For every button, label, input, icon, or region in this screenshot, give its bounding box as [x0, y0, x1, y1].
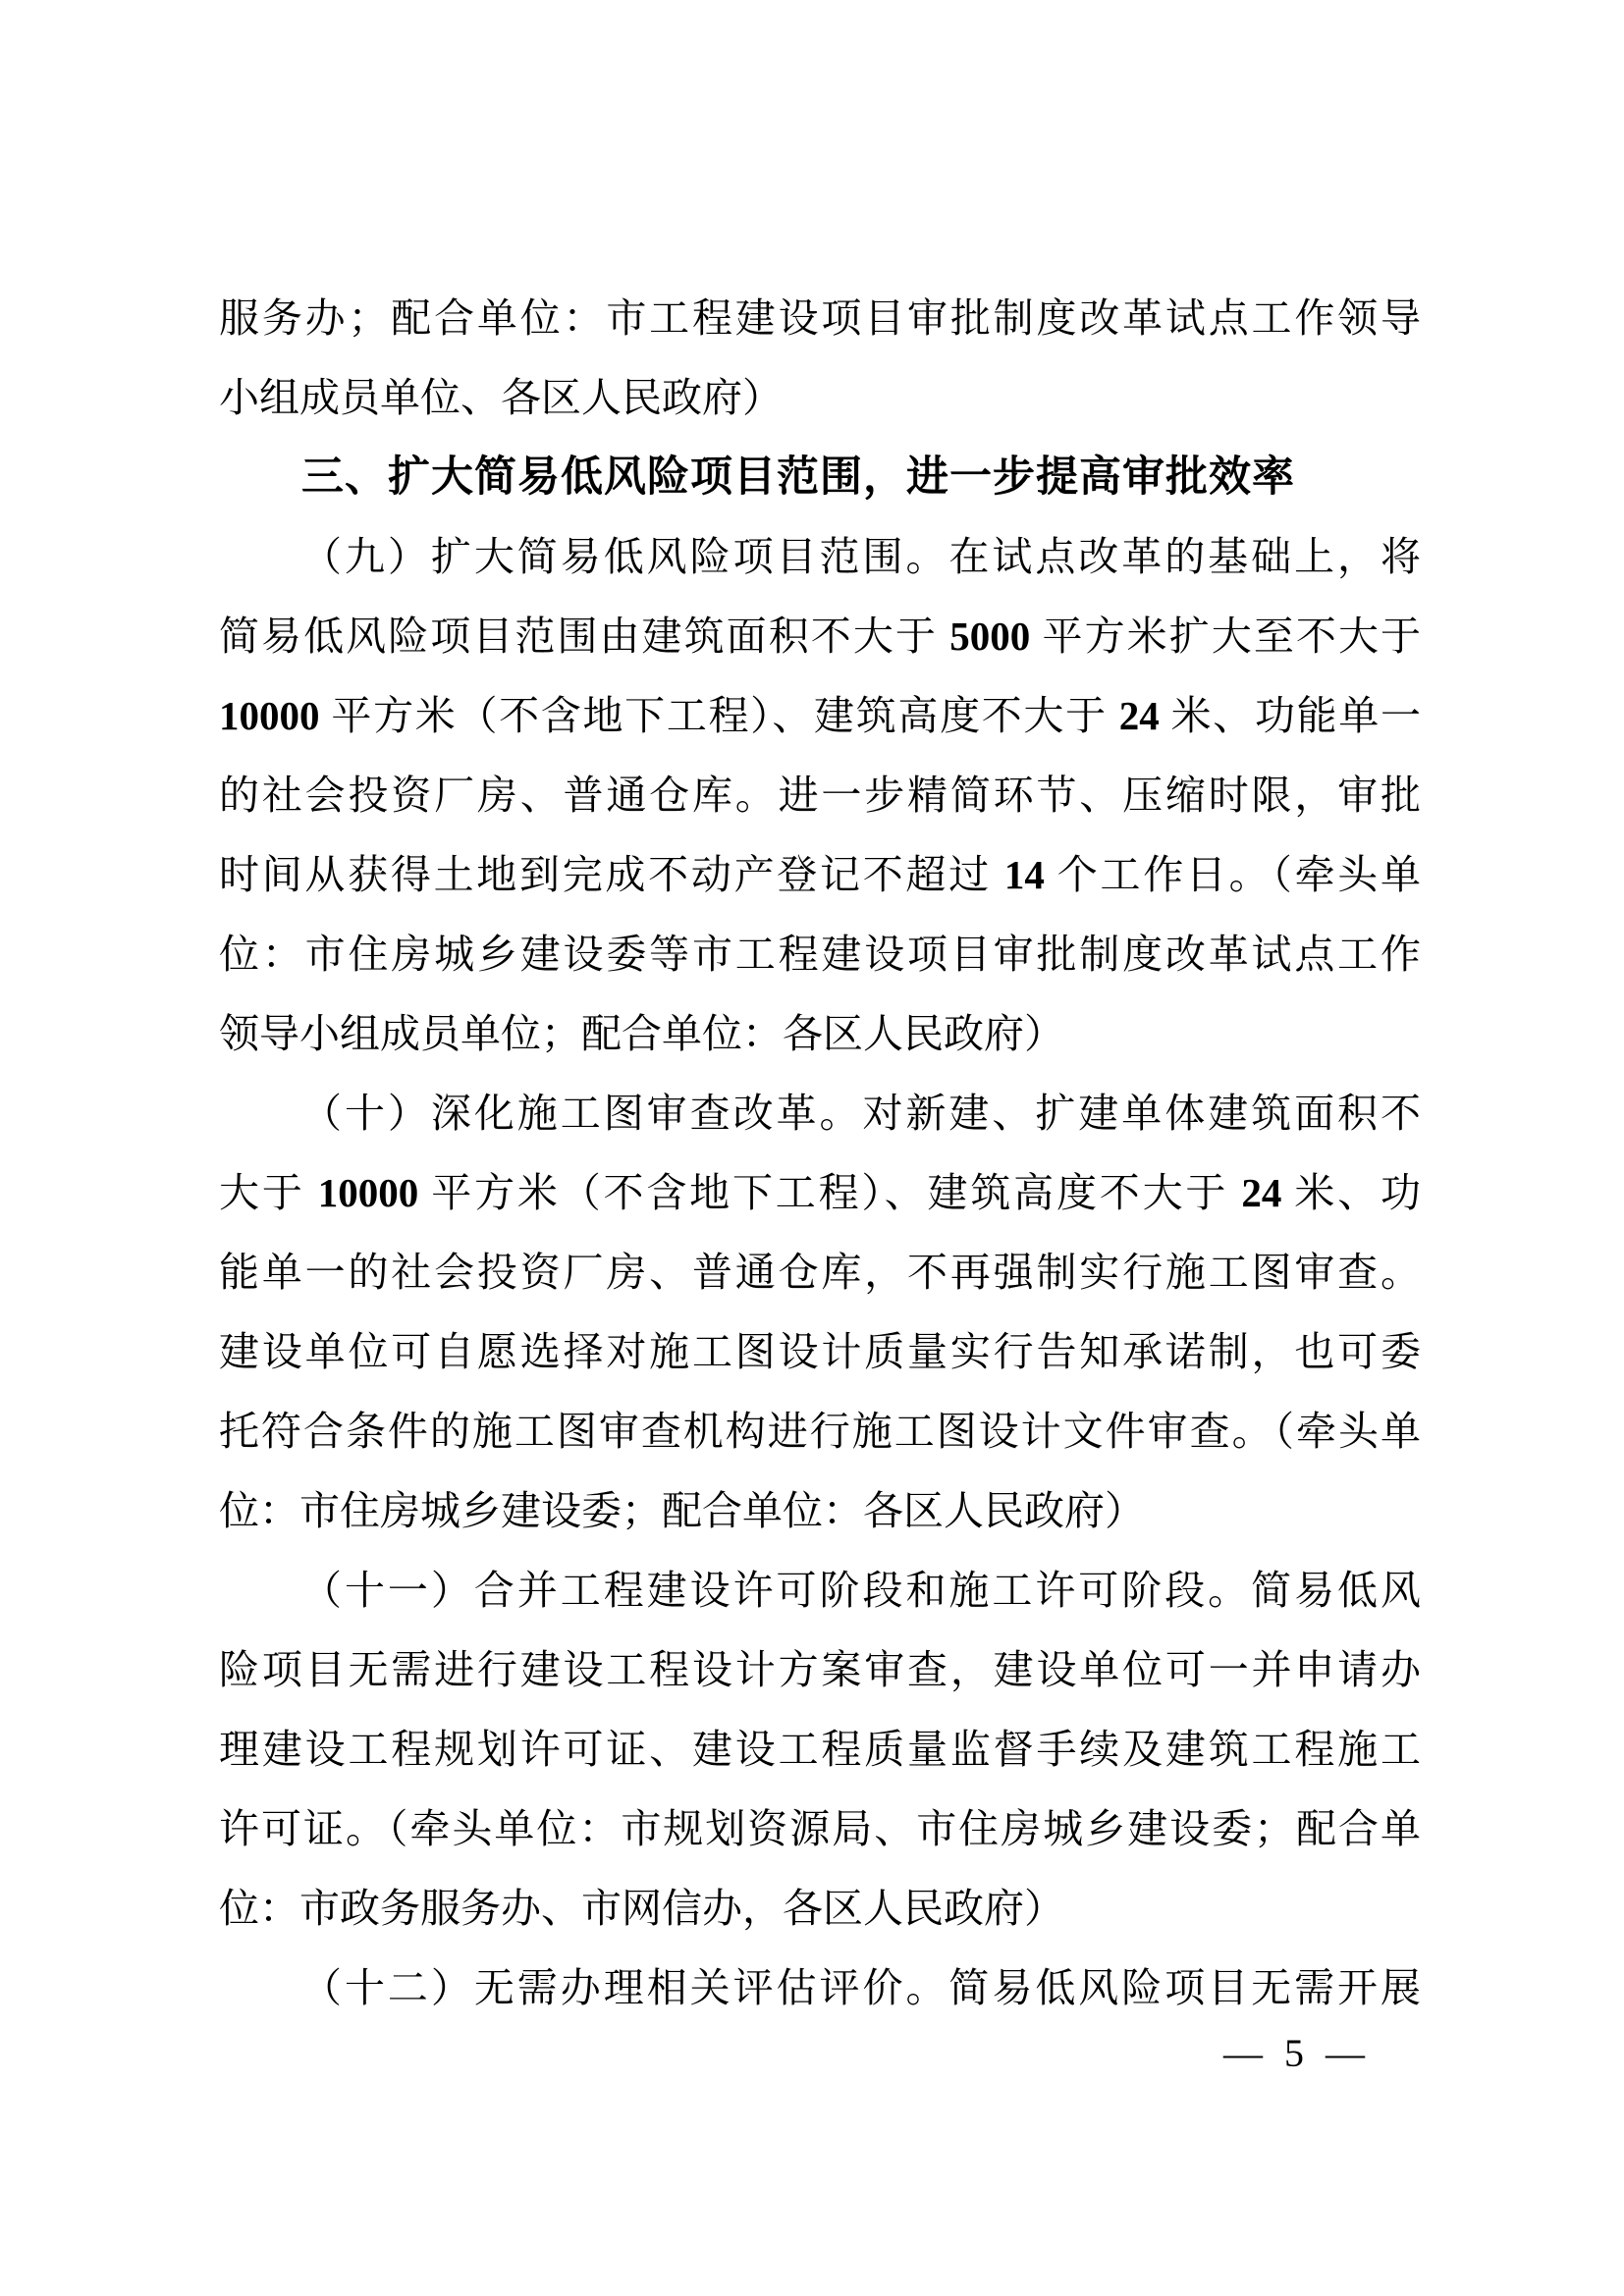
text-line	[219, 1153, 1421, 1233]
text-run: 米、功	[1281, 1170, 1422, 1215]
text-line	[219, 994, 1421, 1074]
text-line	[219, 1233, 1421, 1312]
text-run: 米、功能单一	[1159, 693, 1422, 738]
text-run: 险项目无需进行建设工程设计方案审查，建设单位可一并申请办	[219, 1647, 1421, 1692]
text-run: 位：市住房城乡建设委等市工程建设项目审批制度改革试点工作	[219, 932, 1421, 977]
text-run: 平方米扩大至不大于	[1030, 614, 1421, 659]
text-run: 小组成员单位、各区人民政府）	[219, 375, 783, 420]
text-line	[219, 1312, 1421, 1392]
text-run: 大于	[219, 1170, 318, 1215]
text-run: 简易低风险项目无需开展	[948, 1965, 1422, 2010]
text-line	[219, 1789, 1421, 1869]
text-run: 托符合条件的施工图审查机构进行施工图设计文件审查。（牵头单	[219, 1409, 1421, 1454]
text-run: 对新建、扩建单体建筑面积不	[862, 1091, 1422, 1136]
text-line	[219, 279, 1421, 358]
text-line	[219, 597, 1421, 676]
page-number: — 5 —	[1223, 2031, 1371, 2075]
text-run: 的社会投资厂房、普通仓库。进一步精简环节、压缩时限，审批	[219, 773, 1421, 818]
text-run: 服务办；配合单位：市工程建设项目审批制度改革试点工作领导	[219, 295, 1421, 341]
text-run: 在试点改革的基础上，将	[948, 534, 1422, 579]
text-line	[219, 1630, 1421, 1710]
text-line	[219, 358, 1421, 438]
text-line	[219, 1392, 1421, 1471]
text-run: 三、扩大简易低风险项目范围，进一步提高审批效率	[301, 453, 1295, 502]
text-line	[219, 756, 1421, 835]
text-run: 平方米（不含地下工程）、建筑高度不大于	[319, 693, 1119, 738]
text-line	[219, 1869, 1421, 1949]
text-run: 时间从获得土地到完成不动产登记不超过	[219, 852, 1004, 897]
text-line	[219, 835, 1421, 915]
text-line	[219, 1710, 1421, 1789]
text-run: 许可证。（牵头单位：市规划资源局、市住房城乡建设委；配合单	[219, 1806, 1421, 1851]
text-line	[219, 517, 1421, 597]
section-heading	[219, 438, 1421, 517]
text-line	[219, 915, 1421, 994]
text-run: 建设单位可自愿选择对施工图设计质量实行告知承诺制，也可委	[219, 1329, 1421, 1374]
text-run: 位：市政务服务办、市网信办，各区人民政府）	[219, 1886, 1064, 1931]
numeral-run: 10000	[219, 693, 320, 738]
text-line	[219, 1949, 1421, 2028]
numeral-run: 10000	[317, 1170, 419, 1215]
numeral-run: 24	[1118, 693, 1160, 738]
text-run: 能单一的社会投资厂房、普通仓库，不再强制实行施工图审查。	[219, 1250, 1421, 1295]
text-run: （十二）无需办理相关评估评价。	[301, 1964, 949, 2011]
numeral-run: 5000	[949, 614, 1031, 659]
text-run: 领导小组成员单位；配合单位：各区人民政府）	[219, 1011, 1064, 1056]
numeral-run: 24	[1241, 1170, 1282, 1215]
text-run: 位：市住房城乡建设委；配合单位：各区人民政府）	[219, 1488, 1145, 1533]
text-run: （十）深化施工图审查改革。	[301, 1090, 863, 1137]
text-run: 简易低风险项目范围由建筑面积不大于	[219, 614, 950, 659]
numeral-run: 14	[1003, 852, 1045, 897]
text-line	[219, 676, 1421, 756]
text-run: （十一）合并工程建设许可阶段和施工许可阶段。	[301, 1567, 1252, 1614]
text-run: 理建设工程规划许可证、建设工程质量监督手续及建筑工程施工	[219, 1727, 1421, 1772]
text-run: （九）扩大简易低风险项目范围。	[301, 533, 949, 580]
text-line	[219, 1551, 1421, 1630]
text-run: 个工作日。（牵头单	[1044, 852, 1422, 897]
text-block	[219, 279, 1421, 2028]
text-run: 简易低风	[1251, 1568, 1422, 1613]
text-run: 平方米（不含地下工程）、建筑高度不大于	[418, 1170, 1242, 1215]
text-line	[219, 1074, 1421, 1153]
text-line	[219, 1471, 1421, 1551]
